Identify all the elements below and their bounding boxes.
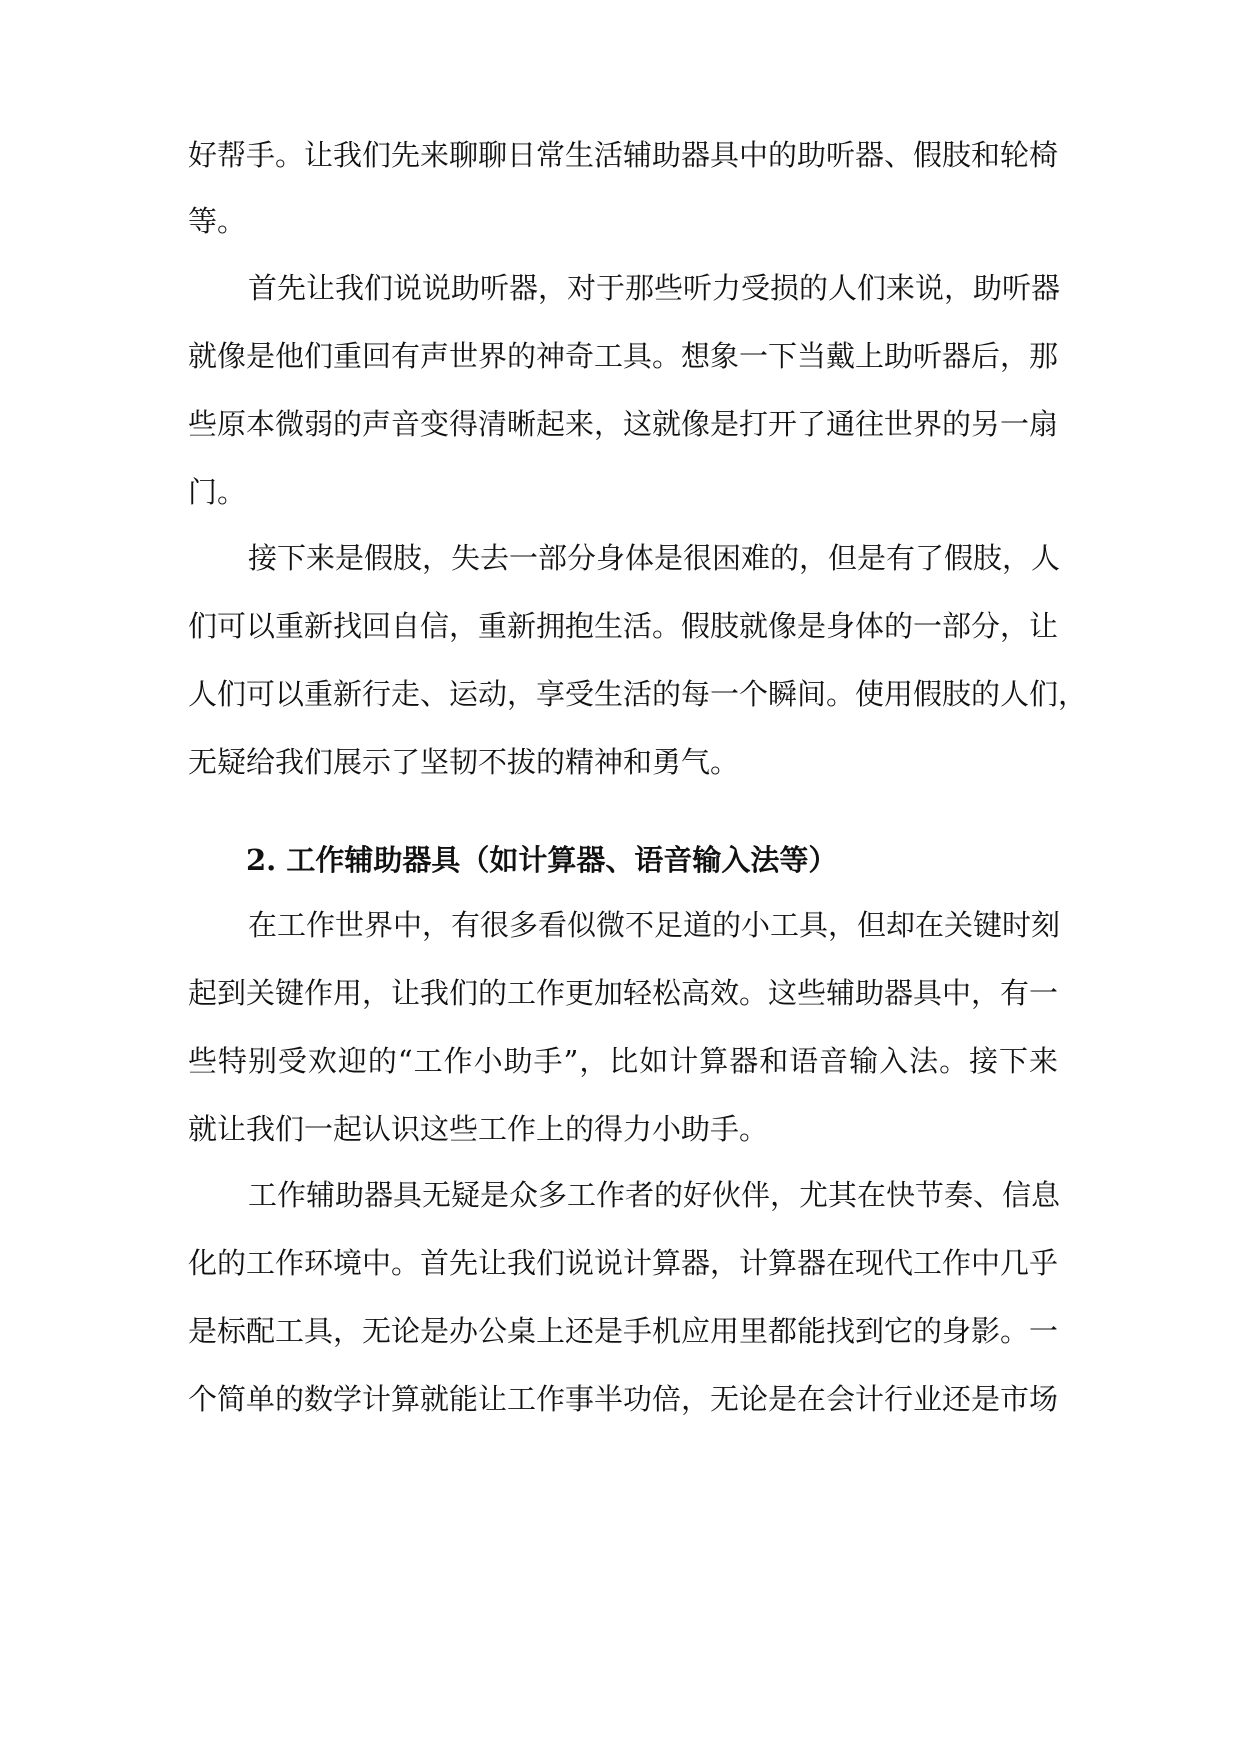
text-line: 就像是他们重回有声世界的神奇工具。想象一下当戴上助听器后，那 [188,339,1059,373]
text-line: 无疑给我们展示了坚韧不拔的精神和勇气。 [188,745,740,779]
text-line: 是标配工具，无论是办公桌上还是手机应用里都能找到它的身影。一 [188,1314,1059,1348]
text-line: 首先让我们说说助听器，对于那些听力受损的人们来说，助听器 [248,271,1061,305]
text-line: 们可以重新找回自信，重新拥抱生活。假肢就像是身体的一部分，让 [188,609,1059,643]
text-line: 门。 [188,475,247,509]
text-line: 好帮手。让我们先来聊聊日常生活辅助器具中的助听器、假肢和轮椅 [188,138,1059,172]
text-line: 工作辅助器具无疑是众多工作者的好伙伴，尤其在快节奏、信息 [248,1178,1061,1212]
text-line: 起到关键作用，让我们的工作更加轻松高效。这些辅助器具中，有一 [188,976,1059,1010]
text-line: 在工作世界中，有很多看似微不足道的小工具，但却在关键时刻 [248,908,1061,942]
section-heading: 2. 工作辅助器具（如计算器、语音输入法等） [246,843,838,877]
text-line: 就让我们一起认识这些工作上的得力小助手。 [188,1112,769,1146]
text-line: 人们可以重新行走、运动，享受生活的每一个瞬间。使用假肢的人们， [188,677,1088,711]
text-line: 些特别受欢迎的“工作小助手”，比如计算器和语音输入法。接下来 [188,1044,1058,1078]
text-line: 等。 [188,204,247,238]
text-line: 些原本微弱的声音变得清晰起来，这就像是打开了通往世界的另一扇 [188,407,1059,441]
text-line: 个简单的数学计算就能让工作事半功倍，无论是在会计行业还是市场 [188,1382,1059,1416]
text-line: 接下来是假肢，失去一部分身体是很困难的，但是有了假肢，人 [248,541,1061,575]
text-line: 化的工作环境中。首先让我们说说计算器，计算器在现代工作中几乎 [188,1246,1059,1280]
